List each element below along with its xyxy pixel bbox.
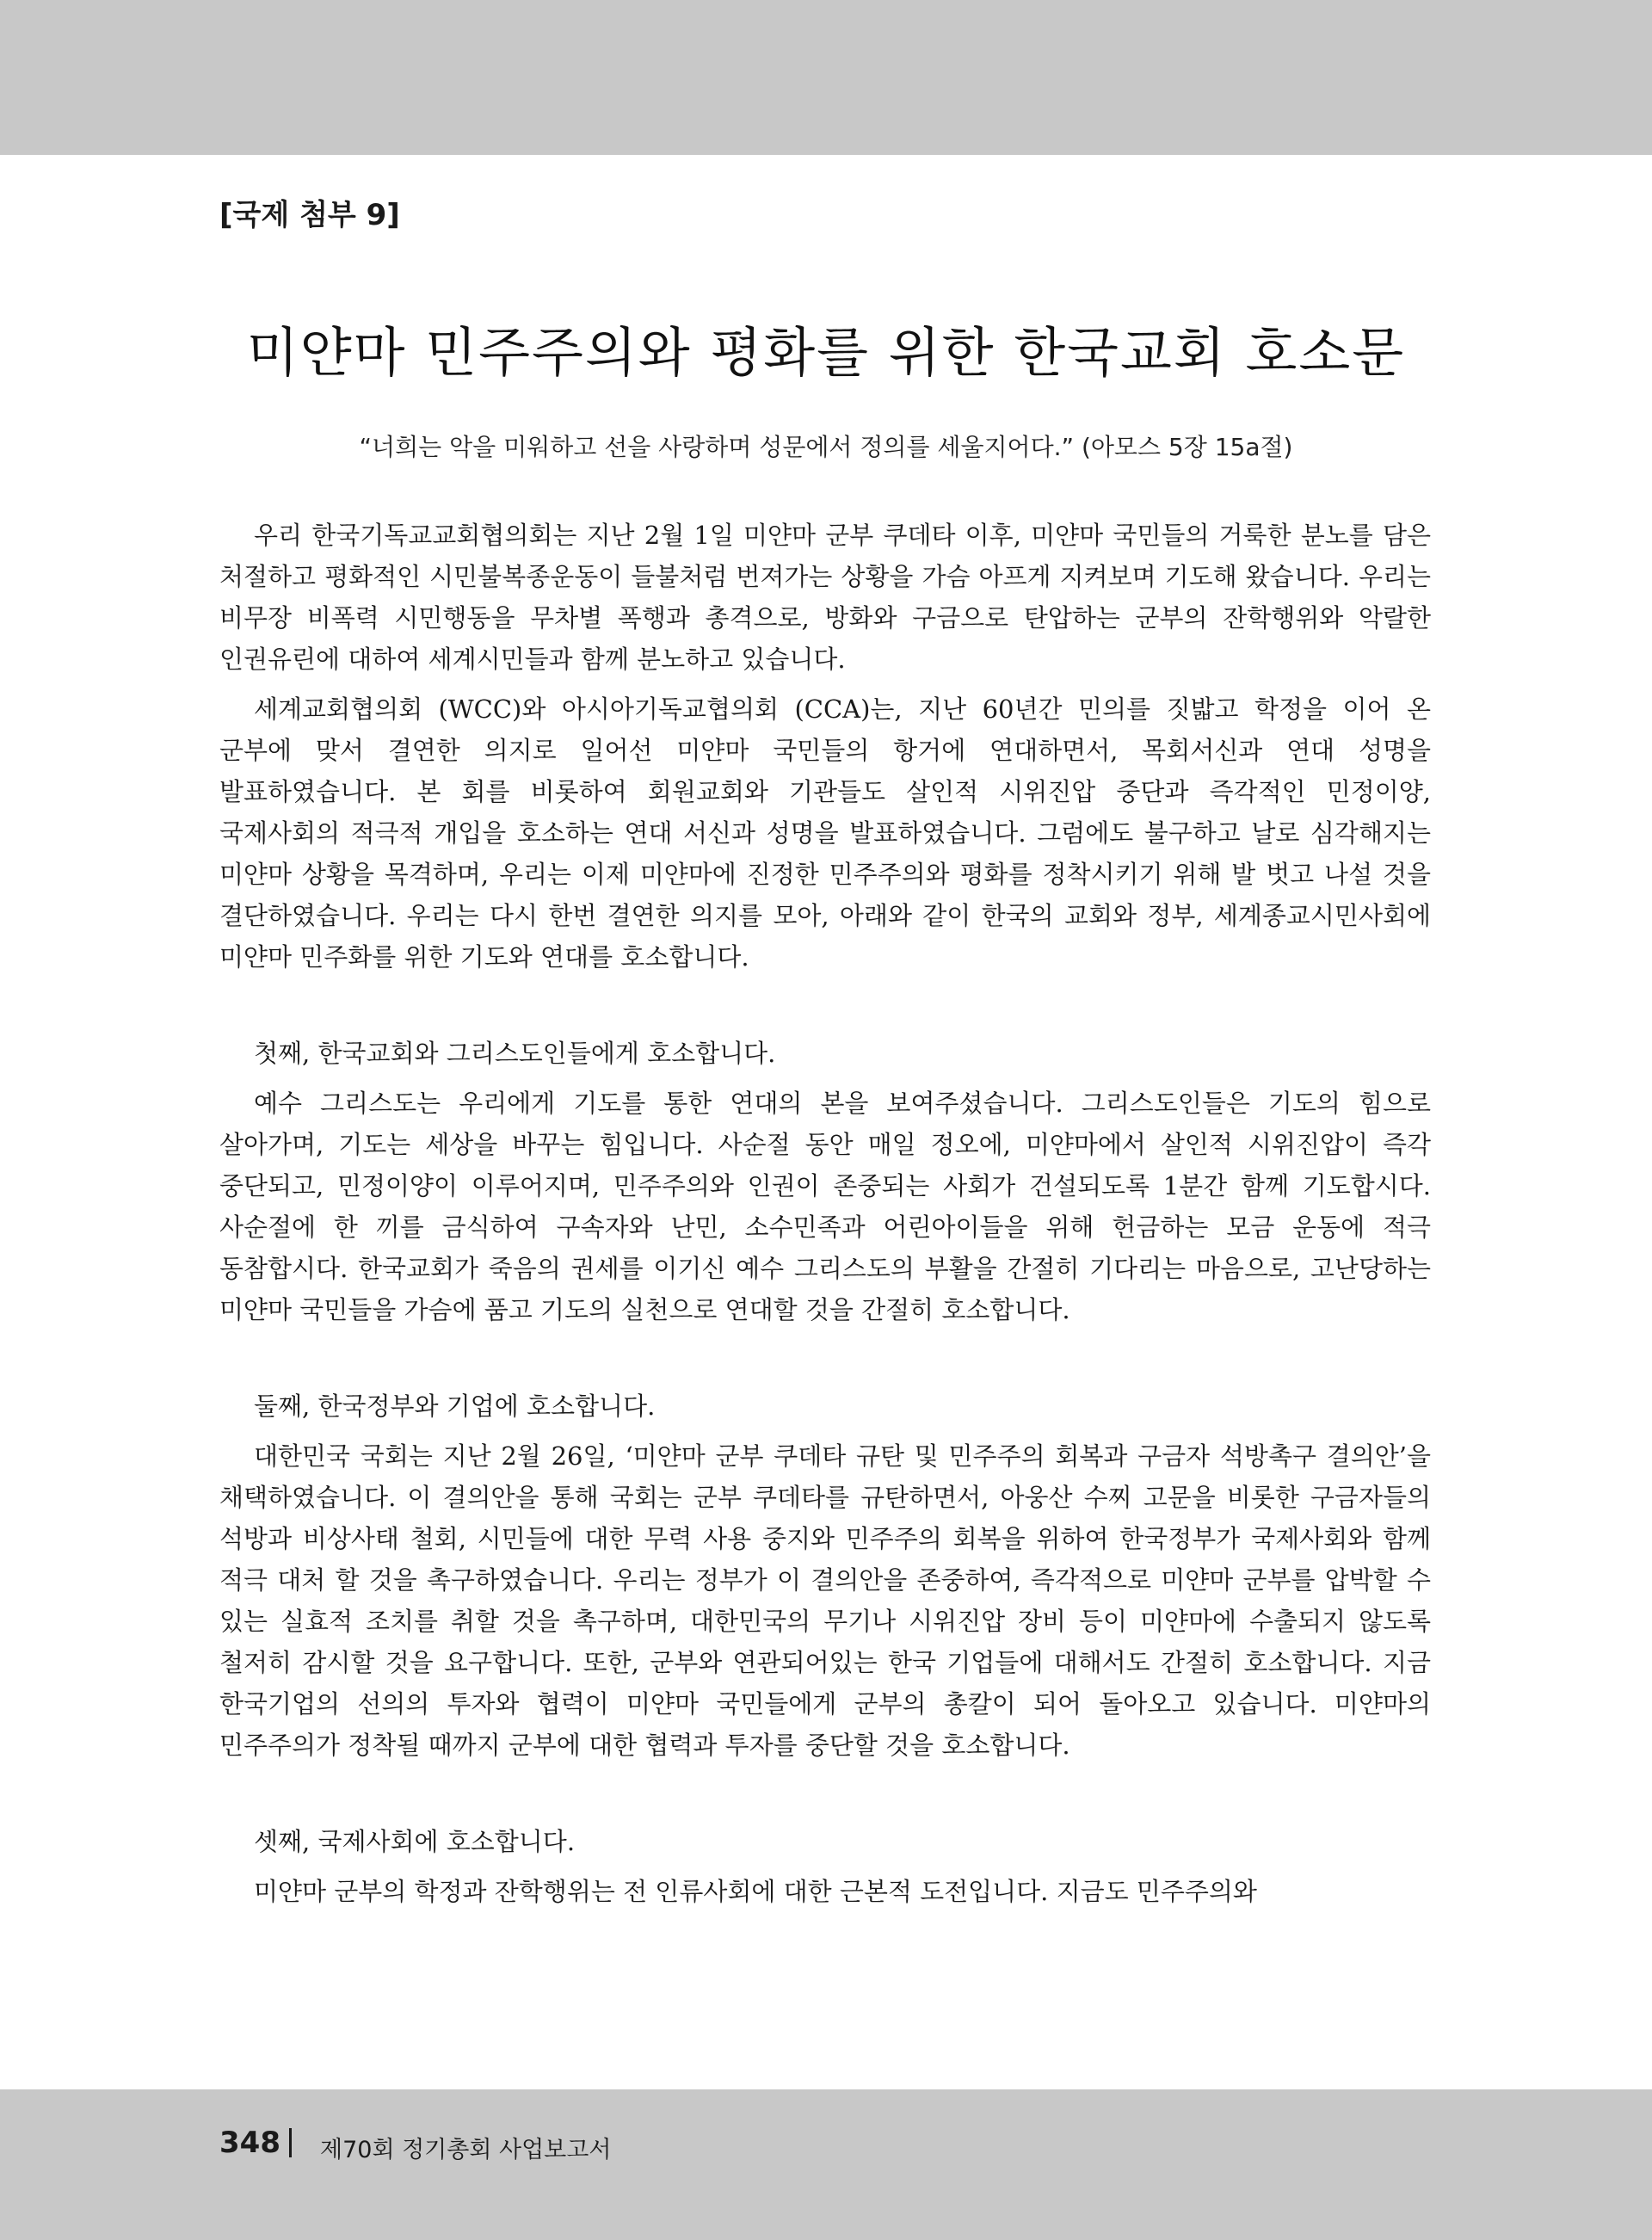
- section-heading-3: 셋째, 국제사회에 호소합니다.: [254, 1827, 576, 1856]
- section-body-3: 미얀마 군부의 학정과 잔학행위는 전 인류사회에 대한 근본적 도전입니다. 지금도 민주주의와: [254, 1877, 1257, 1906]
- section-heading-1: 첫째, 한국교회와 그리스도인들에게 호소합니다.: [254, 1039, 776, 1068]
- footer-band: [0, 2089, 1652, 2240]
- epigraph-quote: “너희는 악을 미워하고 선을 사랑하며 성문에서 정의를 세울지어다.” (아모스 5장 15a절): [359, 433, 1293, 461]
- section-body-2: 대한민국 국회는 지난 2월 26일, ‘미얀마 군부 쿠데타 규탄 및 민주주의 회복과 구금자 석방촉구 결의안’을 채택하였습니다. 이 결의안을 통해 국회는 군부 쿠데타를 규탄하면서, 아웅산 수찌 고문을 비롯한 구금자들의 석방과 비상사태 철회, 시민들에 대한 무력 사용 중지와 민주주의 회복을 위하여 한국정부가 국제사회와 함께 적극 대처 할 것을 촉구하였습니다. 우리는 정부가 이 결의안을 존중하여, 즉각적으로 미얀마 군부를 압박할 수 있는 실효적 조치를 취할 것을 촉구하며, 대한민국의 무기나 시위진압 장비 등이 미얀마에 수출되지 않도록 철저히 감시할 것을 요구합니다. 또한, 군부와 연관되어있는 한국 기업들에 대해서도 간절히 호소합니다. 지금 한국기업의 선의의 투자와 협력이 미얀마 국민들에게 군부의 총칼이 되어 돌아오고 있습니다. 미얀마의 민주주의가 정착될 때까지 군부에 대한 협력과 투자를 중단할 것을 호소합니다.: [219, 1441, 1431, 1760]
- section-body-1: 예수 그리스도는 우리에게 기도를 통한 연대의 본을 보여주셨습니다. 그리스도인들은 기도의 힘으로 살아가며, 기도는 세상을 바꾸는 힘입니다. 사순절 동안 매일 정오에, 미얀마에서 살인적 시위진압이 즉각 중단되고, 민정이양이 이루어지며, 민주주의와 인권이 존중되는 사회가 건설되도록 1분간 함께 기도합시다. 사순절에 한 끼를 금식하여 구속자와 난민, 소수민족과 어린아이들을 위해 헌금하는 모금 운동에 적극 동참합시다. 한국교회가 죽음의 권세를 이기신 예수 그리스도의 부활을 간절히 기다리는 마음으로, 고난당하는 미얀마 국민들을 가슴에 품고 기도의 실천으로 연대할 것을 간절히 호소합니다.: [219, 1089, 1431, 1324]
- intro-paragraph-2: 세계교회협의회 (WCC)와 아시아기독교협의회 (CCA)는, 지난 60년간 민의를 짓밟고 학정을 이어 온 군부에 맞서 결연한 의지로 일어선 미얀마 국민들의 항거에 연대하면서, 목회서신과 연대 성명을 발표하였습니다. 본 회를 비롯하여 회원교회와 기관들도 살인적 시위진압 중단과 즉각적인 민정이양, 국제사회의 적극적 개입을 호소하는 연대 서신과 성명을 발표하였습니다. 그럼에도 불구하고 날로 심각해지는 미얀마 상황을 목격하며, 우리는 이제 미얀마에 진정한 민주주의와 평화를 정착시키기 위해 발 벗고 나설 것을 결단하였습니다. 우리는 다시 한번 결연한 의지를 모아, 아래와 같이 한국의 교회와 정부, 세계종교시민사회에 미얀마 민주화를 위한 기도와 연대를 호소합니다.: [219, 694, 1431, 972]
- document-title: 미얀마 민주주의와 평화를 위한 한국교회 호소문: [246, 321, 1406, 384]
- footer-report-title: 제70회 정기총회 사업보고서: [320, 2137, 612, 2163]
- attachment-label: [국제 첨부 9]: [219, 198, 400, 232]
- footer-divider: [289, 2128, 292, 2157]
- header-band: [0, 0, 1652, 155]
- section-heading-2: 둘째, 한국정부와 기업에 호소합니다.: [254, 1392, 656, 1421]
- intro-paragraph-1: 우리 한국기독교교회협의회는 지난 2월 1일 미얀마 군부 쿠데타 이후, 미얀마 국민들의 거룩한 분노를 담은 처절하고 평화적인 시민불복종운동이 들불처럼 번져가는 상황을 가슴 아프게 지켜보며 기도해 왔습니다. 우리는 비무장 비폭력 시민행동을 무차별 폭행과 총격으로, 방화와 구금으로 탄압하는 군부의 잔학행위와 악랄한 인권유린에 대하여 세계시민들과 함께 분노하고 있습니다.: [219, 521, 1431, 674]
- document-body: [219, 515, 1431, 1921]
- page-number: 348: [219, 2126, 280, 2160]
